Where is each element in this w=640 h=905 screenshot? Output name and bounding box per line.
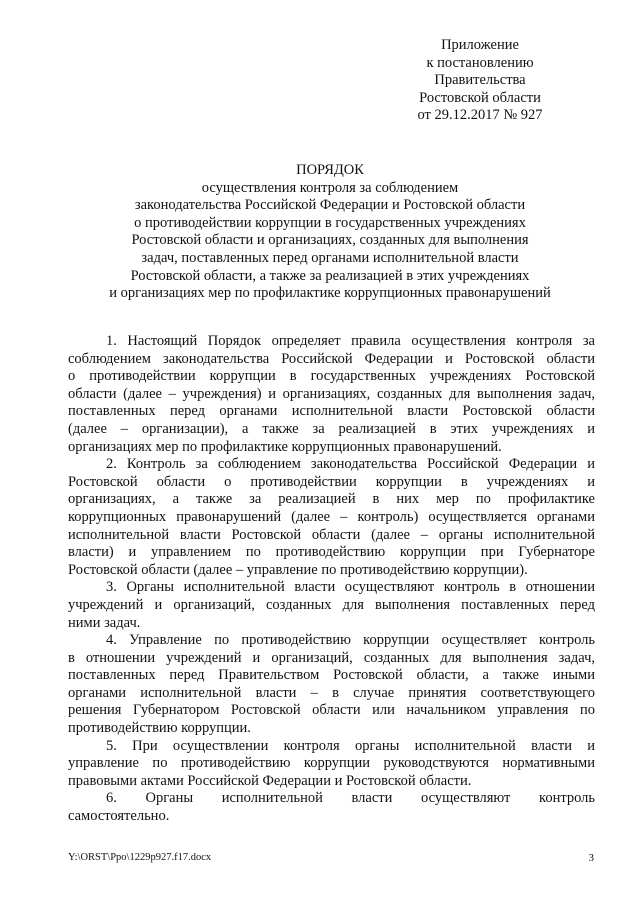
annex-block — [380, 37, 580, 125]
paragraph-line: 5. При осуществлении контроля органы исполнительной власти и — [106, 737, 595, 754]
paragraph-line: власти) и управлением по противодействию коррупции при Губернаторе — [68, 544, 595, 561]
annex-line: к постановлению — [426, 54, 534, 71]
title-line: Ростовской области, а также за реализацией в этих учреждениях — [130, 267, 530, 284]
paragraph-line: органами исполнительной власти – в случае принятия соответствующего — [68, 684, 595, 701]
title-line: задач, поставленных перед органами исполнительной власти — [141, 249, 519, 266]
paragraph-line: области (далее – учреждения) и организациях, созданных для выполнения задач, — [68, 385, 595, 402]
paragraph-line: (далее – организации), а также за реализацией в этих учреждениях и — [68, 420, 595, 437]
paragraph-line: поставленных перед Правительством Ростовской области, а также иными — [68, 667, 595, 684]
page-number: 3 — [588, 852, 594, 864]
paragraph-line: в отношении учреждений и организаций, созданных для выполнения задач, — [68, 649, 595, 666]
annex-line: Приложение — [441, 37, 519, 53]
paragraph-line: правовыми актами Российской Федерации и Ростовской области. — [68, 772, 472, 789]
paragraph-line: поставленных перед органами исполнительной власти Ростовской области — [68, 403, 595, 420]
paragraph-3 — [68, 579, 595, 632]
paragraph-line: 4. Управление по противодействию коррупции осуществляет контроль — [106, 632, 595, 649]
paragraph-line: соблюдением законодательства Российской Федерации и Ростовской области — [68, 350, 595, 367]
paragraph-line: управление по противодействию коррупции руководствуются нормативными — [68, 755, 595, 772]
title-line: законодательства Российской Федерации и Ростовской области — [134, 197, 526, 214]
paragraph-line: 2. Контроль за соблюдением законодательства Российской Федерации и — [106, 456, 595, 473]
title-line: и организациях мер по профилактике коррупционных правонарушений — [109, 285, 551, 302]
paragraph-line: противодействию коррупции. — [68, 720, 251, 737]
paragraph-2 — [68, 456, 595, 579]
document-body — [68, 333, 595, 826]
paragraph-line: 1. Настоящий Порядок определяет правила осуществления контроля за — [106, 333, 595, 349]
paragraph-1 — [68, 333, 595, 456]
paragraph-4 — [68, 632, 595, 738]
title-heading: ПОРЯДОК — [296, 162, 364, 178]
title-line: Ростовской области и организациях, созданных для выполнения — [131, 232, 529, 249]
paragraph-line: ними задач. — [68, 614, 141, 631]
annex-line: Ростовской области — [419, 89, 541, 106]
paragraph-line: коррупционных правонарушений (далее – контроль) осуществляется органами — [68, 508, 595, 525]
title-line: о противодействии коррупции в государственных учреждениях — [134, 214, 526, 231]
paragraph-line: самостоятельно. — [68, 808, 170, 825]
paragraph-line: Ростовской области о противодействии коррупции в учреждениях и — [68, 473, 595, 490]
paragraph-line: решения Губернатором Ростовской области или начальником управления по — [68, 702, 595, 719]
paragraph-line: Ростовской области (далее – управление по противодействию коррупции). — [68, 561, 528, 578]
paragraph-line: 3. Органы исполнительной власти осуществляют контроль в отношении — [106, 579, 595, 596]
paragraph-line: учреждений и организаций, созданных для выполнения поставленных перед — [68, 596, 595, 613]
paragraph-line: о противодействии коррупции в государственных учреждениях Ростовской — [68, 368, 595, 385]
paragraph-line: 6. Органы исполнительной власти осуществляют контроль — [106, 790, 595, 807]
annex-line: от 29.12.2017 № 927 — [417, 107, 543, 124]
title-line: осуществления контроля за соблюдением — [201, 179, 459, 196]
paragraph-line: организациях мер по профилактике коррупционных правонарушений. — [68, 438, 502, 455]
annex-line: Правительства — [434, 72, 526, 89]
paragraph-line: исполнительной власти Ростовской области (далее – органы исполнительной — [68, 526, 595, 543]
paragraph-5 — [68, 738, 595, 791]
paragraph-line: организациях, а также за реализацией в них мер по профилактике — [68, 491, 595, 508]
document-title — [60, 162, 600, 303]
paragraph-6 — [68, 790, 595, 825]
footer-file-path: Y:\ORST\Ppo\1229p927.f17.docx — [68, 852, 212, 863]
